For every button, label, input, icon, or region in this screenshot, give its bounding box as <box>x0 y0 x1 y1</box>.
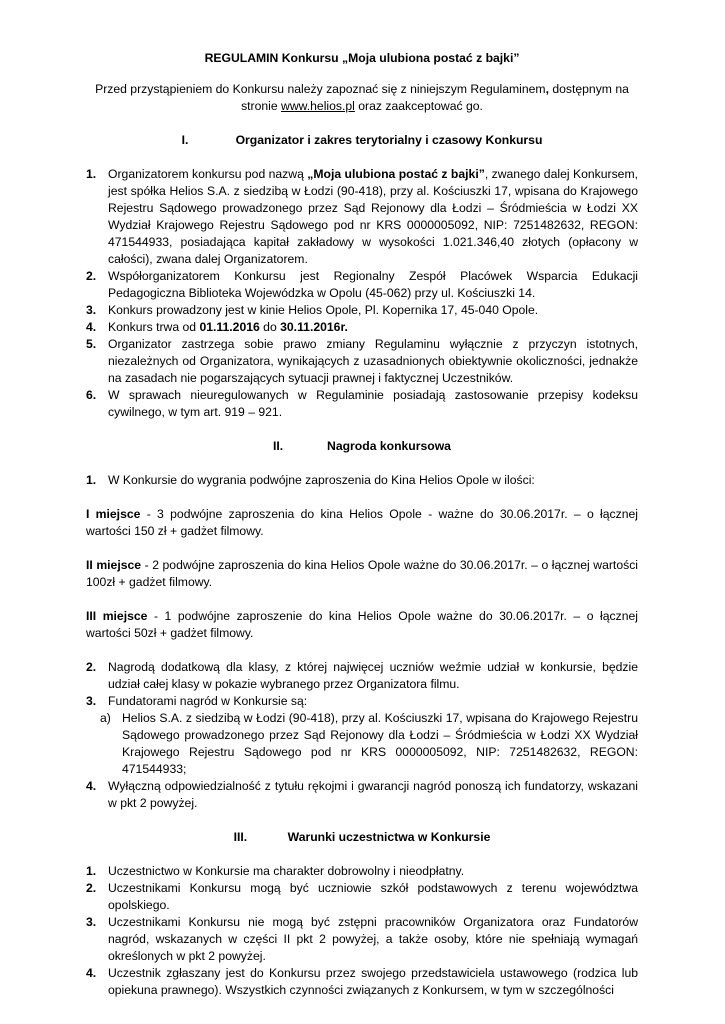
list-subitem <box>86 710 638 778</box>
intro-comma: , <box>545 82 549 96</box>
list-item <box>86 472 638 489</box>
section-number: I. <box>181 133 189 147</box>
section-2-list-a <box>86 472 638 489</box>
item-number: a) <box>100 711 111 725</box>
item-number: 3. <box>86 303 97 317</box>
item-text: Fundatorami nagród w Konkursie są: <box>108 694 308 708</box>
place-label: III miejsce <box>86 609 148 623</box>
section-number: II. <box>273 439 284 453</box>
item-text: Organizatorem konkursu pod nazwą <box>108 167 308 181</box>
item-number: 6. <box>86 388 97 402</box>
item-text: Współorganizatorem Konkursu jest Regionalny Zespół Placówek Wsparcia Edukacji Pedagogiczna Biblioteka Wojewódzka w Opolu (45-062) przy ul. Kościuszki 14. <box>108 269 638 300</box>
item-number: 1. <box>86 167 97 181</box>
item-text: Konkurs prowadzony jest w kinie Helios Opole, Pl. Kopernika 17, 45-040 Opole. <box>108 303 539 317</box>
item-text: Uczestnikami Konkursu nie mogą być zstępni pracowników Organizatora oraz Fundatorów nagród, wskazanych w części II pkt 2 powyżej, a także osoby, które nie spełniają wymagań określonych w pkt 2 powyżej. <box>108 915 638 963</box>
list-item <box>86 336 638 387</box>
helios-link[interactable]: www.helios.pl <box>281 99 355 113</box>
item-text: W Konkursie do wygrania podwójne zaproszenia do Kina Helios Opole w ilości: <box>108 473 535 487</box>
item-number: 4. <box>86 966 97 980</box>
item-text: Uczestnictwo w Konkursie ma charakter dobrowolny i nieodpłatny. <box>108 864 465 878</box>
section-title: Organizator i zakres terytorialny i czasowy Konkursu <box>235 133 543 147</box>
title-contest-name: „Moja ulubiona postać z bajki” <box>342 51 520 65</box>
section-title: Warunki uczestnictwa w Konkursie <box>287 830 491 844</box>
item-number: 2. <box>86 881 97 895</box>
list-item <box>86 319 638 336</box>
prize-text: - 1 podwójne zaproszenie do kina Helios Opole ważne do 30.06.2017r. – o łącznej wartości 50zł + gadżet filmowy. <box>86 609 638 640</box>
prize-text: - 3 podwójne zaproszenia do kina Helios Opole - ważne do 30.06.2017r. – o łącznej wartości 150 zł + gadżet filmowy. <box>86 507 638 538</box>
list-item <box>86 880 638 914</box>
intro-text-1: Przed przystąpieniem do Konkursu należy zapoznać się z niniejszym Regulaminem <box>95 82 546 96</box>
list-item <box>86 693 638 710</box>
list-item <box>86 778 638 812</box>
item-number: 3. <box>86 915 97 929</box>
title-prefix: REGULAMIN Konkursu <box>204 51 339 65</box>
item-number: 2. <box>86 660 97 674</box>
item-number: 5. <box>86 337 97 351</box>
item-number: 4. <box>86 779 97 793</box>
section-heading-1 <box>86 132 638 149</box>
section-number: III. <box>233 830 248 844</box>
section-3-list <box>86 863 638 999</box>
section-title: Nagroda konkursowa <box>327 439 451 453</box>
list-item <box>86 166 638 268</box>
item-number: 1. <box>86 473 97 487</box>
item-text: Nagrodą dodatkową dla klasy, z której najwięcej uczniów weźmie udział w konkursie, będzie udział całej klasy w pokazie wybranego przez Organizatora filmu. <box>108 660 638 691</box>
list-item <box>86 659 638 693</box>
end-date: 30.11.2016r. <box>280 320 348 334</box>
prize-third-place <box>86 608 638 642</box>
list-item <box>86 268 638 302</box>
intro-text-3: oraz zaakceptować go. <box>354 99 483 113</box>
item-text: Helios S.A. z siedzibą w Łodzi (90-418), przy al. Kościuszki 17, wpisana do Krajowego Rejestru Sądowego prowadzonego przez Sąd Rejonowy dla Łodzi – Śródmieścia w Łodzi XX Wydział Krajowego Rejestru Sądowego pod nr KRS 0000005092, NIP: 7251482632, REGON: 471544933; <box>122 711 638 776</box>
intro-paragraph <box>86 81 638 115</box>
prize-text: - 2 podwójne zaproszenia do kina Helios Opole ważne do 30.06.2017r. – o łącznej wartości 100zł + gadżet filmowy. <box>86 558 638 589</box>
intro-text-2: dostępnym na stronie <box>241 82 629 113</box>
place-label: II miejsce <box>86 558 142 572</box>
list-item <box>86 863 638 880</box>
prize-second-place <box>86 557 638 591</box>
item-text: W sprawach nieuregulowanych w Regulaminie posiadają zastosowanie przepisy kodeksu cywilnego, w tym art. 919 – 921. <box>108 388 638 419</box>
item-text: Konkurs trwa od <box>108 320 200 334</box>
prize-first-place <box>86 506 638 540</box>
list-item <box>86 387 638 421</box>
item-number: 2. <box>86 269 97 283</box>
section-heading-2 <box>86 438 638 455</box>
contest-name: „Moja ulubiona postać z bajki” <box>307 167 485 181</box>
start-date: 01.11.2016 <box>199 320 260 334</box>
list-item <box>86 965 638 999</box>
list-item <box>86 302 638 319</box>
list-item <box>86 914 638 965</box>
item-number: 1. <box>86 864 97 878</box>
document-title <box>86 50 638 67</box>
item-text: Uczestnik zgłaszany jest do Konkursu przez swojego przedstawiciela ustawowego (rodzica lub opiekuna prawnego). Wszystkich czynności związanych z Konkursem, w tym w szczególności <box>108 966 638 997</box>
item-text: Wyłączną odpowiedzialność z tytułu rękojmi i gwarancji nagród ponoszą ich fundatorzy, wskazani w pkt 2 powyżej. <box>108 779 638 810</box>
section-1-list <box>86 166 638 421</box>
item-text: do <box>259 320 281 334</box>
item-text: Uczestnikami Konkursu mogą być uczniowie szkół podstawowych z terenu województwa opolskiego. <box>108 881 638 912</box>
section-heading-3 <box>86 829 638 846</box>
regulations-document <box>86 50 638 1016</box>
section-2-list-b <box>86 659 638 812</box>
place-label: I miejsce <box>86 507 141 521</box>
item-text: , zwanego dalej Konkursem, jest spółka Helios S.A. z siedzibą w Łodzi (90-418), przy al. Kościuszki 17, wpisana do Krajowego Rejestru Sądowego prowadzonego przez Sąd Rejonowy dla Łodzi – Śródmieścia w Łodzi XX Wydział Krajowego Rejestru Sądowego pod nr KRS 0000005092, NIP: 7251482632, REGON: 471544933, posiadająca kapitał zakładowy w wysokości 1.021.346,40 złotych (opłacony w całości), zwana dalej Organizatorem. <box>108 167 638 266</box>
item-number: 4. <box>86 320 97 334</box>
item-text: Organizator zastrzega sobie prawo zmiany Regulaminu wyłącznie z przyczyn istotnych, niezależnych od Organizatora, wynikających z uzasadnionych obiektywnie okoliczności, jednakże na zasadach nie pogarszających sytuacji prawnej i faktycznej Uczestników. <box>108 337 638 385</box>
item-number: 3. <box>86 694 97 708</box>
